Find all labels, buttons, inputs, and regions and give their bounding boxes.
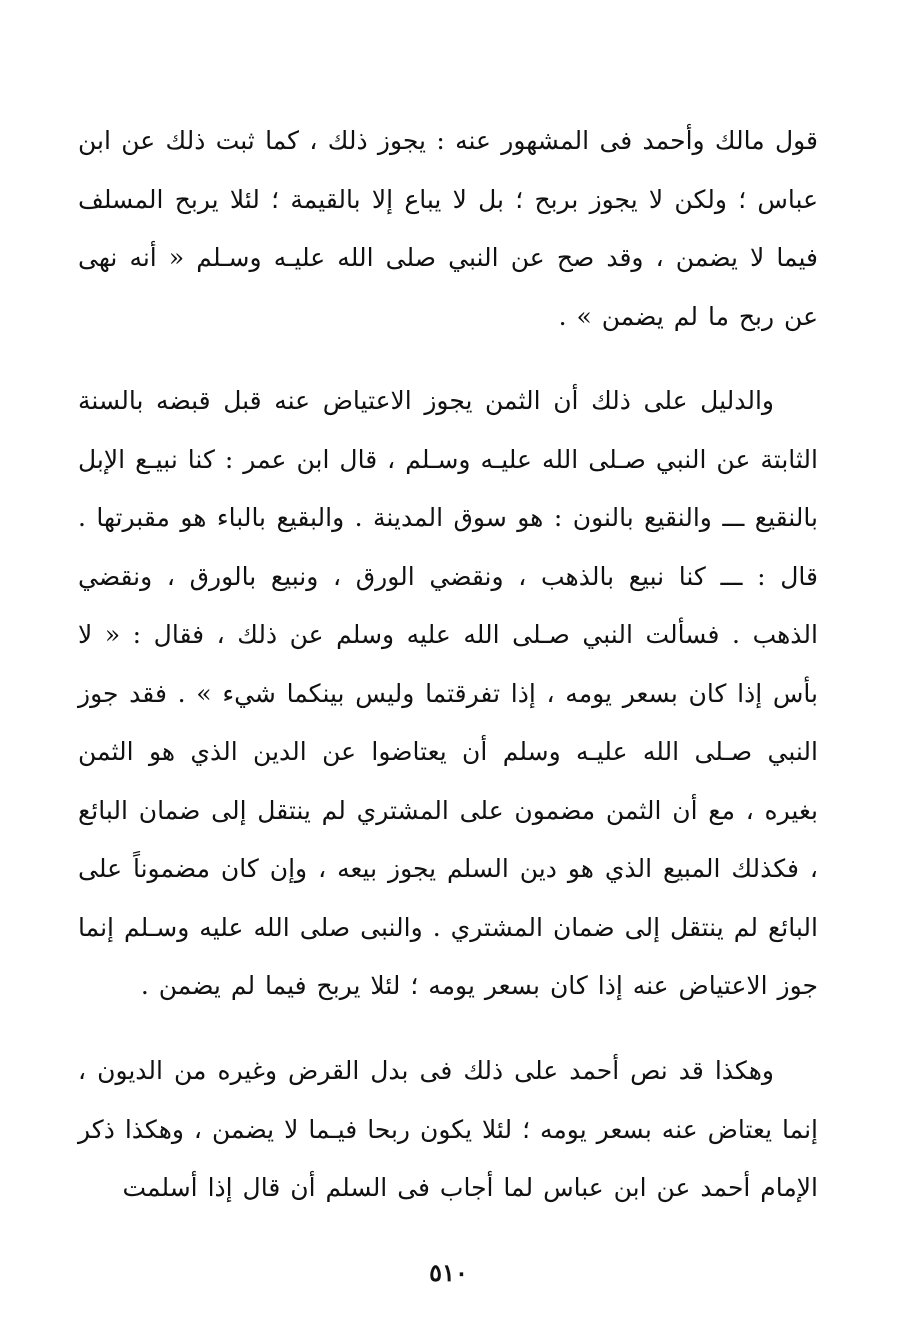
- paragraph-3-text: وهكذا قد نص أحمد على ذلك فى بدل القرض وغيره من الديون ، إنما يعتاض عنه بسعر يومه ؛ لئلا يكون ربحا فيـما لا يضمن ، وهكذا ذكر الإمام أحمد عن ابن عباس لما أجاب فى السلم أن قال إذا أسلمت: [78, 1056, 818, 1202]
- paragraph-2: [78, 372, 818, 1016]
- paragraph-1: [78, 112, 818, 346]
- paragraph-2-text: والدليل على ذلك أن الثمن يجوز الاعتياض عنه قبل قبضه بالسنة الثابتة عن النبي صـلى الله عليـه وسـلم ، قال ابن عمر : كنا نبيـع الإبل بالنقيع ـــ والنقيع بالنون : هو سوق المدينة . والبقيع بالباء هو مقبرتها . قال : ـــ كنا نبيع بالذهب ، ونقضي الورق ، ونبيع بالورق ، ونقضي الذهب . فسألت النبي صـلى الله عليه وسلم عن ذلك ، فقال : « لا بأس إذا كان بسعر يومه ، إذا تفرقتما وليس بينكما شيء » . فقد جوز النبي صـلى الله عليـه وسلم أن يعتاضوا عن الدين الذي هو الثمن بغيره ، مع أن الثمن مضمون على المشتري لم ينتقل إلى ضمان البائع ، فكذلك المبيع الذي هو دين السلم يجوز بيعه ، وإن كان مضموناً على البائع لم ينتقل إلى ضمان المشتري . والنبى صلى الله عليه وسـلم إنما جوز الاعتياض عنه إذا كان بسعر يومه ؛ لئلا يربح فيما لم يضمن .: [78, 386, 818, 1000]
- paragraph-1-text: قول مالك وأحمد فى المشهور عنه : يجوز ذلك ، كما ثبت ذلك عن ابن عباس ؛ ولكن لا يجوز بربح ؛ بل لا يباع إلا بالقيمة ؛ لئلا يربح المسلف فيما لا يضمن ، وقد صح عن النبي صلى الله عليـه وسـلم « أنه نهى عن ربح ما لم يضمن » .: [78, 126, 818, 331]
- page-number: ٥١٠: [429, 1258, 468, 1287]
- paragraph-3: [78, 1042, 818, 1218]
